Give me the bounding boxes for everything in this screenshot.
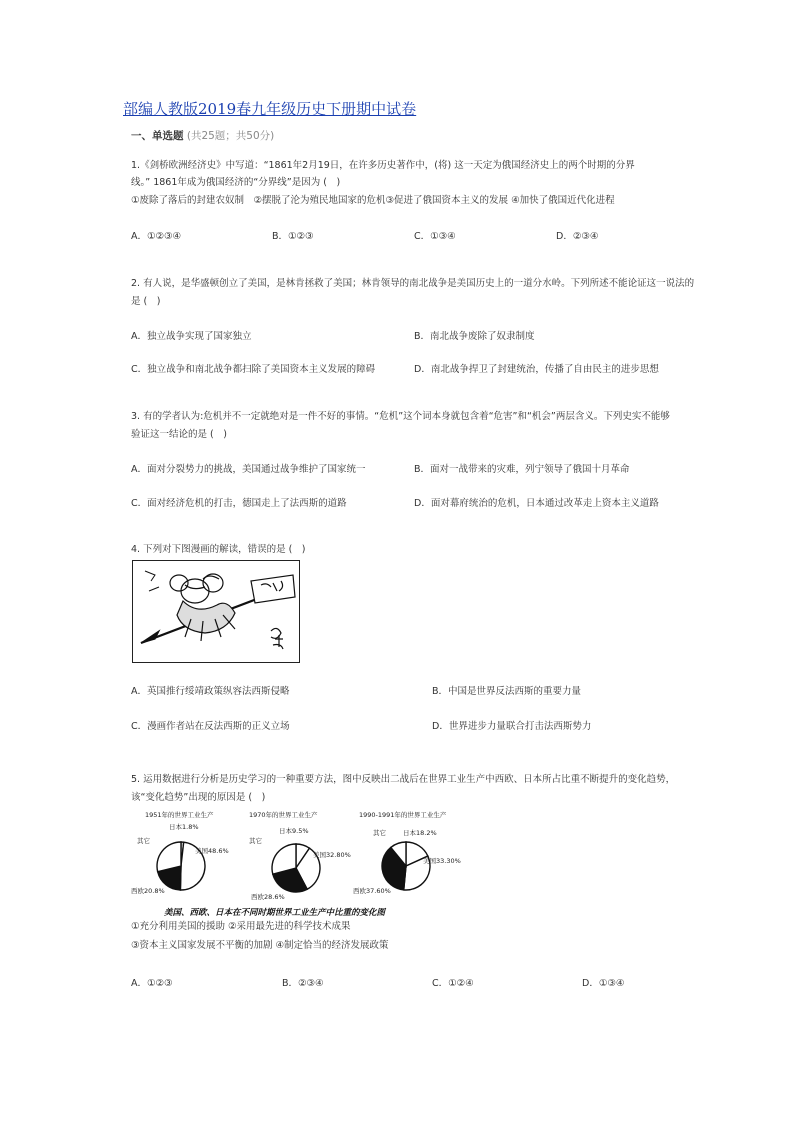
pie1-label-japan: 日本1.8%	[169, 823, 199, 831]
section-heading	[131, 128, 274, 143]
q1-option-c[interactable]: C．①③④	[414, 231, 456, 242]
q2-option-d[interactable]: D．南北战争捍卫了封建统治，传播了自由民主的进步思想	[414, 364, 659, 375]
q2-option-b[interactable]: B．南北战争废除了奴隶制度	[414, 331, 535, 342]
question-5-text-line2: 该“变化趋势”出现的原因是 ( )	[131, 792, 266, 803]
pie3-title: 1990-1991年的世界工业生产	[359, 811, 447, 819]
q1-option-b[interactable]: B．①②③	[272, 231, 314, 242]
question-2-text-line1: 2. 有人说，是华盛顿创立了美国，是林肯拯救了美国；林肯领导的南北战争是美国历史上的一道分水岭。下列所述不能论证这一说法的	[131, 278, 695, 289]
pie2-label-usa: 美国32.80%	[313, 851, 351, 859]
pie1-slice-other	[157, 842, 181, 872]
page-title[interactable]: 部编人教版2019春九年级历史下册期中试卷	[123, 100, 417, 118]
pie3-label-usa: 美国33.30%	[423, 857, 461, 865]
q5-option-b[interactable]: B．②③④	[282, 978, 324, 989]
section-sub: (共25题；共50分)	[186, 130, 275, 142]
chart-caption: 美国、西欧、日本在不同时期世界工业生产中比重的变化图	[164, 908, 386, 918]
question-1-text-line1: 1.《剑桥欧洲经济史》中写道：“1861年2月19日，在许多历史著作中，(将) 这一天定为俄国经济史上的两个时期的分界	[131, 160, 635, 171]
question-5-items-2: ③资本主义国家发展不平衡的加剧 ④制定恰当的经济发展政策	[131, 940, 389, 951]
question-3-text-line1: 3. 有的学者认为:危机并不一定就绝对是一件不好的事情。“危机”这个词本身就包含着“危害”和“机会”两层含义。下列史实不能够	[131, 411, 670, 422]
q5-option-c[interactable]: C．①②④	[432, 978, 474, 989]
cartoon-drawing	[133, 561, 299, 662]
question-4-text: 4. 下列对下图漫画的解读，错误的是 ( )	[131, 544, 306, 555]
cartoon-image	[132, 560, 300, 663]
question-1-items: ①废除了落后的封建农奴制 ②摆脱了沦为殖民地国家的危机③促进了俄国资本主义的发展 ④加快了俄国近代化进程	[131, 195, 615, 206]
question-5-items-1: ①充分利用美国的援助 ②采用最先进的科学技术成果	[131, 921, 351, 932]
q2-option-c[interactable]: C．独立战争和南北战争都扫除了美国资本主义发展的障碍	[131, 364, 376, 375]
pie1-title: 1951年的世界工业生产	[145, 811, 214, 819]
q5-option-a[interactable]: A．①②③	[131, 978, 173, 989]
q3-option-b[interactable]: B．面对一战带来的灾难，列宁领导了俄国十月革命	[414, 464, 630, 475]
q4-option-c[interactable]: C．漫画作者站在反法西斯的正义立场	[131, 721, 290, 732]
q4-option-a[interactable]: A．英国推行绥靖政策纵容法西斯侵略	[131, 686, 290, 697]
question-5-text-line1: 5. 运用数据进行分析是历史学习的一种重要方法，图中反映出二战后在世界工业生产中西欧、日本所占比重不断提升的变化趋势，	[131, 774, 676, 785]
q3-option-d[interactable]: D．面对幕府统治的危机，日本通过改革走上资本主义道路	[414, 498, 659, 509]
pie2-title: 1970年的世界工业生产	[249, 811, 318, 819]
pie3-label-weu: 西欧37.60%	[353, 887, 391, 895]
q3-option-a[interactable]: A．面对分裂势力的挑战，美国通过战争维护了国家统一	[131, 464, 366, 475]
q4-option-d[interactable]: D．世界进步力量联合打击法西斯势力	[432, 721, 592, 732]
q1-option-d[interactable]: D．②③④	[556, 231, 599, 242]
q5-option-d[interactable]: D．①③④	[582, 978, 625, 989]
q4-option-b[interactable]: B．中国是世界反法西斯的重要力量	[432, 686, 582, 697]
pie2-label-other: 其它	[249, 837, 262, 845]
pie1-label-usa: 美国48.6%	[195, 847, 229, 855]
pie3-label-japan: 日本18.2%	[403, 829, 437, 837]
q1-option-a[interactable]: A．①②③④	[131, 231, 182, 242]
q3-option-c[interactable]: C．面对经济危机的打击，德国走上了法西斯的道路	[131, 498, 347, 509]
pie3-label-other: 其它	[373, 829, 386, 837]
question-1-text-line2: 线。” 1861年成为俄国经济的“分界线”是因为 ( )	[131, 177, 341, 188]
section-label: 一、单选题	[131, 130, 184, 142]
q2-option-a[interactable]: A．独立战争实现了国家独立	[131, 331, 252, 342]
pie1-label-weu: 西欧20.8%	[131, 887, 165, 895]
pie2-label-japan: 日本9.5%	[279, 827, 309, 835]
pie2-slice-other	[272, 844, 296, 874]
question-2-text-line2: 是 ( )	[131, 296, 161, 307]
pie-charts-figure	[131, 808, 461, 906]
question-3-text-line2: 验证这一结论的是 ( )	[131, 429, 227, 440]
pie1-label-other: 其它	[137, 837, 150, 845]
pie2-label-weu: 西欧28.6%	[251, 893, 285, 901]
